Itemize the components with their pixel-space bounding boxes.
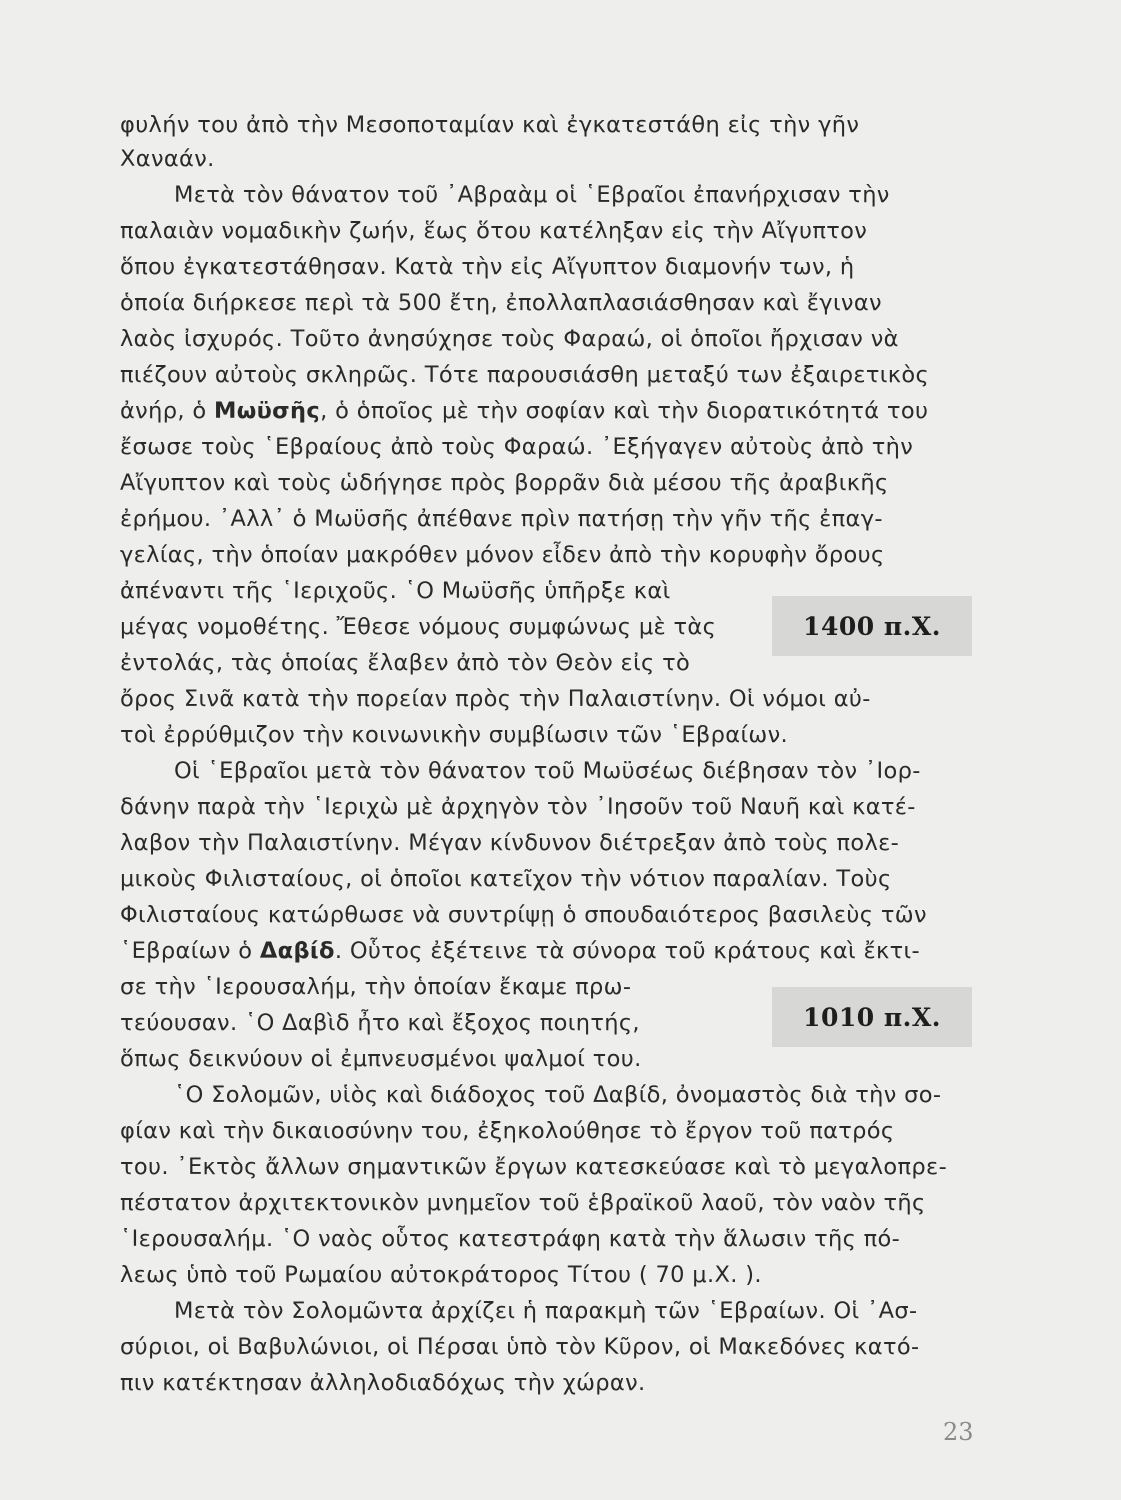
text-line-33: λεως ὑπὸ τοῦ Ρωμαίου αὐτοκράτορος Τίτου ( 70 μ.Χ. ). — [120, 1262, 762, 1288]
text-line-29: φίαν καὶ τὴν δικαιοσύνην του, ἐξηκολούθησε τὸ ἔργον τοῦ πατρός — [120, 1118, 895, 1144]
text-line-32: ῾Ιερουσαλήμ. ῾Ο ναὸς οὗτος κατεστράφη κατὰ τὴν ἅλωσιν τῆς πό- — [120, 1226, 901, 1252]
text-line-5: ὅπου ἐγκατεστάθησαν. Κατὰ τὴν εἰς Αἴγυπτον διαμονήν των, ἡ — [120, 254, 855, 280]
text-line-3: Μετὰ τὸν θάνατον τοῦ ᾿Αβραὰμ οἱ ῾Εβραῖοι ἐπανήρχισαν τὴν — [174, 182, 890, 208]
text-line-22: μικοὺς Φιλισταίους, οἱ ὁποῖοι κατεῖχον τὴν νότιον παραλίαν. Τοὺς — [120, 866, 892, 892]
text-line-30: του. ᾿Εκτὸς ἄλλων σημαντικῶν ἔργων κατεσκεύασε καὶ τὸ μεγαλοπρε- — [120, 1154, 948, 1180]
text-line-7: λαὸς ἰσχυρός. Τοῦτο ἀνησύχησε τοὺς Φαραώ, οἱ ὁποῖοι ἤρχισαν νὰ — [120, 326, 899, 352]
line-9-before: ἀνήρ, ὁ — [120, 398, 214, 424]
text-line-21: λαβον τὴν Παλαιστίνην. Μέγαν κίνδυνον διέτρεξαν ἀπὸ τοὺς πολε- — [120, 830, 900, 856]
text-line-17: ὄρος Σινᾶ κατὰ τὴν πορείαν πρὸς τὴν Παλαιστίνην. Οἱ νόμοι αὐ- — [120, 686, 871, 712]
line-24-before: ῾Εβραίων ὁ — [120, 938, 260, 964]
text-line-36: πιν κατέκτησαν ἀλληλοδιαδόχως τὴν χώραν. — [120, 1370, 646, 1396]
page-number: 23 — [943, 1418, 974, 1446]
text-line-26: τεύουσαν. ῾Ο Δαβὶδ ἦτο καὶ ἔξοχος ποιητής, — [120, 1010, 640, 1036]
text-line-18: τοὶ ἐρρύθμιζον τὴν κοινωνικὴν συμβίωσιν τῶν ῾Εβραίων. — [120, 722, 789, 748]
text-line-8: πιέζουν αὐτοὺς σκληρῶς. Τότε παρουσιάσθη μεταξύ των ἐξαιρετικὸς — [120, 362, 930, 388]
text-line-4: παλαιὰν νομαδικὴν ζωήν, ἕως ὅτου κατέληξαν εἰς τὴν Αἴγυπτον — [120, 218, 868, 244]
text-line-13: γελίας, τὴν ὁποίαν μακρόθεν μόνον εἶδεν ἀπὸ τὴν κορυφὴν ὄρους — [120, 542, 885, 568]
text-line-31: πέστατον ἀρχιτεκτονικὸν μνημεῖον τοῦ ἑβραϊκοῦ λαοῦ, τὸν ναὸν τῆς — [120, 1190, 926, 1216]
text-line-20: δάνην παρὰ τὴν ῾Ιεριχὼ μὲ ἀρχηγὸν τὸν ᾿Ιησοῦν τοῦ Ναυῆ καὶ κατέ- — [120, 794, 916, 820]
date-box-1400-bc: 1400 π.Χ. — [772, 596, 972, 656]
text-line-35: σύριοι, οἱ Βαβυλώνιοι, οἱ Πέρσαι ὑπὸ τὸν Κῦρον, οἱ Μακεδόνες κατό- — [120, 1334, 920, 1360]
text-line-16: ἐντολάς, τὰς ὁποίας ἔλαβεν ἀπὸ τὸν Θεὸν εἰς τὸ — [120, 650, 691, 676]
text-line-25: σε τὴν ῾Ιερουσαλήμ, τὴν ὁποίαν ἔκαμε πρω- — [120, 974, 632, 1000]
text-line-19: Οἱ ῾Εβραῖοι μετὰ τὸν θάνατον τοῦ Μωϋσέως διέβησαν τὸν ᾿Ιορ- — [174, 758, 921, 784]
text-line-24 — [120, 937, 920, 965]
text-line-14: ἀπέναντι τῆς ῾Ιεριχοῦς. ῾Ο Μωϋσῆς ὑπῆρξε καὶ — [120, 578, 671, 604]
text-line-23: Φιλισταίους κατώρθωσε νὰ συντρίψῃ ὁ σπουδαιότερος βασιλεὺς τῶν — [120, 902, 927, 928]
name-moses: Μωϋσῆς — [213, 398, 321, 424]
text-line-1: φυλήν του ἀπὸ τὴν Μεσοποταμίαν καὶ ἐγκατεστάθη εἰς τὴν γῆν — [120, 112, 860, 138]
text-line-9 — [120, 397, 928, 425]
text-line-2: Χαναάν. — [120, 146, 215, 172]
text-line-15: μέγας νομοθέτης. Ἔθεσε νόμους συμφώνως μὲ τὰς — [120, 614, 717, 640]
name-david: Δαβίδ — [259, 938, 335, 964]
text-line-28: ῾Ο Σολομῶν, υἱὸς καὶ διάδοχος τοῦ Δαβίδ, ὀνομαστὸς διὰ τὴν σο- — [174, 1082, 942, 1108]
text-line-27: ὅπως δεικνύουν οἱ ἐμπνευσμένοι ψαλμοί του. — [120, 1046, 642, 1072]
text-line-11: Αἴγυπτον καὶ τοὺς ὡδήγησε πρὸς βορρᾶν διὰ μέσου τῆς ἀραβικῆς — [120, 470, 889, 496]
text-line-6: ὁποία διήρκεσε περὶ τὰ 500 ἔτη, ἐπολλαπλασιάσθησαν καὶ ἔγιναν — [120, 290, 882, 316]
date-box-1010-bc: 1010 π.Χ. — [772, 987, 972, 1047]
line-24-after: . Οὗτος ἐξέτεινε τὰ σύνορα τοῦ κράτους καὶ ἔκτι- — [334, 938, 920, 964]
text-line-10: ἔσωσε τοὺς ῾Εβραίους ἀπὸ τοὺς Φαραώ. ᾿Εξήγαγεν αὐτοὺς ἀπὸ τὴν — [120, 434, 914, 460]
text-line-12: ἐρήμου. ᾿Αλλ᾿ ὁ Μωϋσῆς ἀπέθανε πρὶν πατήσῃ τὴν γῆν τῆς ἐπαγ- — [120, 506, 883, 532]
text-line-34: Μετὰ τὸν Σολομῶντα ἀρχίζει ἡ παρακμὴ τῶν ῾Εβραίων. Οἱ ᾿Ασ- — [174, 1298, 918, 1324]
line-9-after: , ὁ ὁποῖος μὲ τὴν σοφίαν καὶ τὴν διορατικότητά του — [320, 398, 929, 424]
